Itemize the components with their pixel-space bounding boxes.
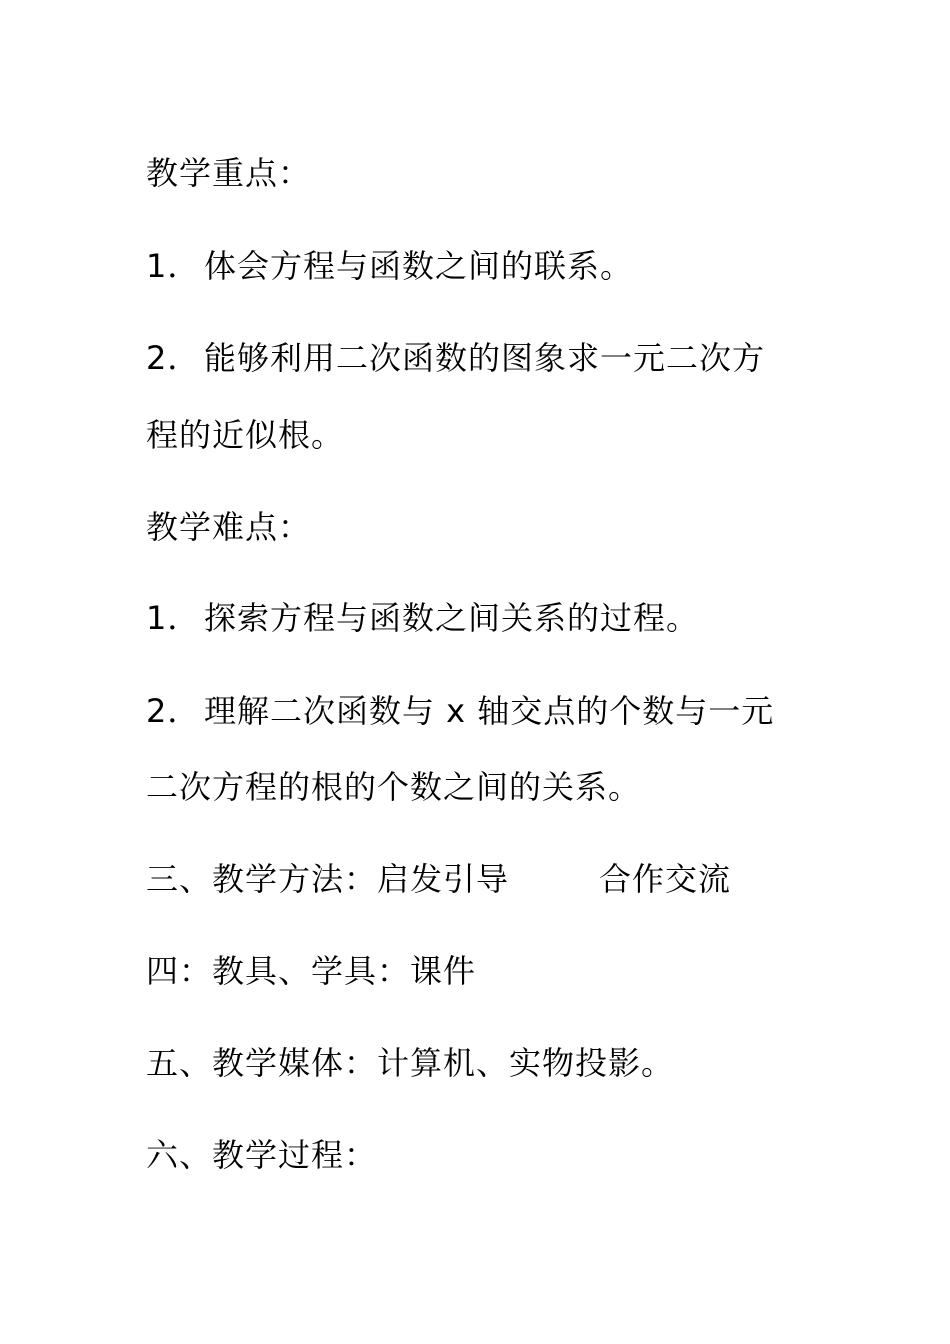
teaching-tools: 四：教具、学具：课件 <box>146 952 477 990</box>
focus-item-2-text-line1: 能够利用二次函数的图象求一元二次方 <box>204 339 766 377</box>
difficulty-item-2-number: 2． <box>146 692 201 730</box>
focus-item-1-number: 1． <box>146 247 201 285</box>
focus-item-2-text-line2: 程的近似根。 <box>146 416 345 454</box>
focus-item-2-number: 2． <box>146 339 201 377</box>
difficulty-item-1-number: 1． <box>146 599 201 637</box>
focus-item-2 <box>146 338 765 378</box>
difficulty-item-2-text-line1: 理解二次函数与 x 轴交点的个数与一元 <box>204 692 775 730</box>
teaching-focus-heading: 教学重点： <box>146 154 312 192</box>
teaching-difficulty-heading: 教学难点： <box>146 508 312 546</box>
difficulty-item-2 <box>146 691 774 731</box>
teaching-media: 五、教学媒体：计算机、实物投影。 <box>146 1044 675 1082</box>
teaching-method-label: 三、教学方法：启发引导 <box>146 860 510 898</box>
teaching-method-value-2: 合作交流 <box>599 860 732 898</box>
focus-item-1 <box>146 246 633 286</box>
difficulty-item-2-text-line2: 二次方程的根的个数之间的关系。 <box>146 768 642 806</box>
focus-item-1-text: 体会方程与函数之间的联系。 <box>204 247 634 285</box>
difficulty-item-1-text: 探索方程与函数之间关系的过程。 <box>204 599 700 637</box>
difficulty-item-1 <box>146 598 699 638</box>
teaching-method <box>146 859 731 899</box>
teaching-process-heading: 六、教学过程： <box>146 1136 378 1174</box>
